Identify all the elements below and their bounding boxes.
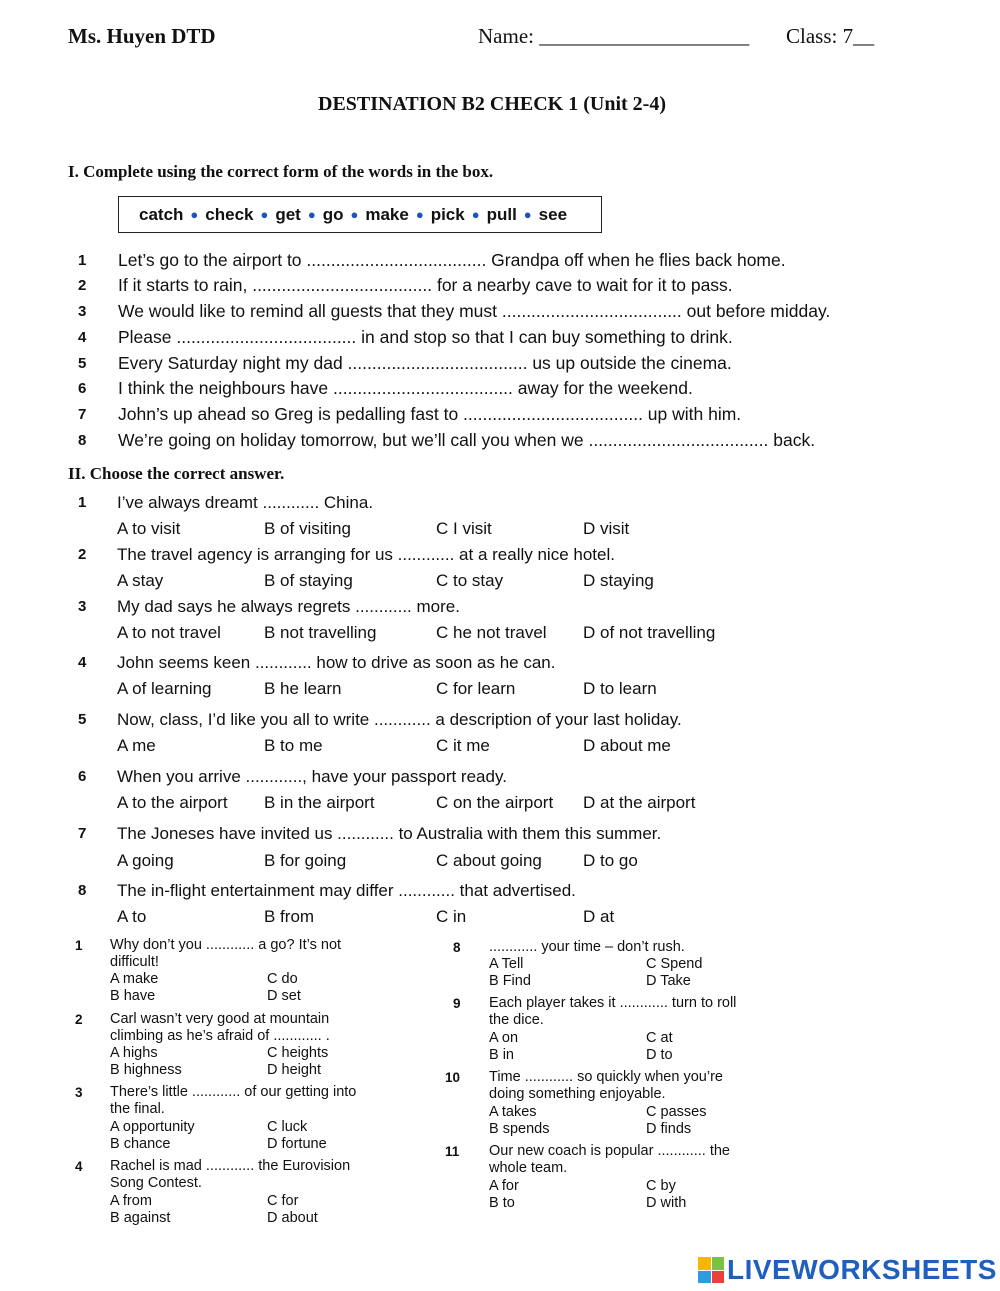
word-box xyxy=(118,196,602,233)
bullet-dot: ● xyxy=(307,207,316,222)
option-d[interactable]: D set xyxy=(267,988,301,1004)
option-b[interactable]: B in the airport xyxy=(264,793,375,812)
option-a[interactable]: A to not travel xyxy=(117,623,221,642)
option-c[interactable]: C I visit xyxy=(436,519,492,538)
item-number: 1 xyxy=(78,494,87,511)
option-b[interactable]: B of staying xyxy=(264,571,353,590)
option-a[interactable]: A to visit xyxy=(117,519,181,538)
option-a[interactable]: A stay xyxy=(117,571,164,590)
option-a[interactable]: A to xyxy=(117,907,147,926)
item-number: 4 xyxy=(78,654,87,671)
option-a[interactable]: A to the airport xyxy=(117,793,228,812)
question-text: The Joneses have invited us ............ to Australia with them this summer. xyxy=(117,824,662,843)
option-b[interactable]: B in xyxy=(489,1047,514,1063)
option-c[interactable]: C to stay xyxy=(436,571,504,590)
bullet-dot: ● xyxy=(415,207,424,222)
bullet-dot: ● xyxy=(471,207,480,222)
option-a[interactable]: A going xyxy=(117,851,174,870)
option-c[interactable]: C by xyxy=(646,1178,676,1194)
question-text: doing something enjoyable. xyxy=(489,1086,666,1102)
question-text: I’ve always dreamt ............ China. xyxy=(117,493,374,512)
option-a[interactable]: A Tell xyxy=(489,956,524,972)
bullet-dot: ● xyxy=(190,207,199,222)
item-number: 1 xyxy=(75,938,83,953)
bullet-dot: ● xyxy=(523,207,532,222)
option-a[interactable]: A me xyxy=(117,736,156,755)
option-b[interactable]: B of visiting xyxy=(264,519,351,538)
section-1-heading: I. Complete using the correct form of the words in the box. xyxy=(68,162,494,181)
item-number: 6 xyxy=(78,768,87,785)
option-d[interactable]: D fortune xyxy=(267,1136,327,1152)
question-text: The in-flight entertainment may differ ............ that advertised. xyxy=(117,881,576,900)
option-b[interactable]: B to xyxy=(489,1195,515,1211)
option-d[interactable]: D at xyxy=(583,907,615,926)
question-text: Every Saturday night my dad ..................................... us up outside the cinema. xyxy=(118,353,732,373)
option-d[interactable]: D about xyxy=(267,1210,318,1226)
question-text: There’s little ............ of our getting into xyxy=(110,1084,357,1100)
item-number: 2 xyxy=(78,277,87,294)
word: make xyxy=(365,204,409,224)
item-number: 7 xyxy=(78,406,87,423)
option-b[interactable]: B to me xyxy=(264,736,323,755)
option-a[interactable]: A from xyxy=(110,1193,152,1209)
option-a[interactable]: A highs xyxy=(110,1045,158,1061)
question-text: The travel agency is arranging for us ............ at a really nice hotel. xyxy=(117,545,615,564)
option-c[interactable]: C luck xyxy=(267,1119,308,1135)
item-number: 3 xyxy=(78,598,87,615)
item-number: 3 xyxy=(78,303,87,320)
option-c[interactable]: C he not travel xyxy=(436,623,547,642)
option-d[interactable]: D finds xyxy=(646,1121,692,1137)
question-text: I think the neighbours have ..................................... away for the weekend. xyxy=(118,378,693,398)
option-b[interactable]: B for going xyxy=(264,851,347,870)
word: pick xyxy=(430,204,465,224)
question-text: John’s up ahead so Greg is pedalling fast to ..................................... up with him. xyxy=(118,404,742,424)
option-d[interactable]: D with xyxy=(646,1195,687,1211)
question-text: Let’s go to the airport to ..................................... Grandpa off when he flies back home. xyxy=(118,250,786,270)
option-d[interactable]: D to xyxy=(646,1047,673,1063)
item-number: 5 xyxy=(78,711,87,728)
question-text: difficult! xyxy=(110,954,159,970)
option-c[interactable]: C do xyxy=(267,971,298,987)
option-c[interactable]: C about going xyxy=(436,851,542,870)
item-number: 4 xyxy=(75,1159,83,1174)
question-text: We would like to remind all guests that they must ..................................... out before midday. xyxy=(118,301,831,321)
question-text: the dice. xyxy=(489,1012,544,1028)
option-a[interactable]: A for xyxy=(489,1178,519,1194)
option-c[interactable]: C at xyxy=(646,1030,673,1046)
question-text: John seems keen ............ how to drive as soon as he can. xyxy=(117,653,556,672)
item-number: 1 xyxy=(78,252,87,269)
logo-mark-icon xyxy=(698,1257,724,1283)
item-number: 2 xyxy=(75,1012,83,1027)
option-b[interactable]: B Find xyxy=(489,973,531,989)
liveworksheets-logo[interactable] xyxy=(698,1254,997,1286)
item-number: 4 xyxy=(78,329,87,346)
item-number: 2 xyxy=(78,546,87,563)
option-c[interactable]: C heights xyxy=(267,1045,329,1061)
word: pull xyxy=(486,204,517,224)
option-c[interactable]: C Spend xyxy=(646,956,703,972)
item-number: 11 xyxy=(445,1144,460,1159)
question-text: We’re going on holiday tomorrow, but we’ll call you when we ..................................... back. xyxy=(118,430,816,450)
item-number: 8 xyxy=(78,432,87,449)
option-b[interactable]: B chance xyxy=(110,1136,171,1152)
option-d[interactable]: D Take xyxy=(646,973,691,989)
item-number: 10 xyxy=(445,1070,461,1085)
word: see xyxy=(538,204,568,224)
word: get xyxy=(275,204,301,224)
question-text: climbing as he’s afraid of ............ . xyxy=(110,1028,330,1044)
option-a[interactable]: A opportunity xyxy=(110,1119,195,1135)
question-text: When you arrive ............, have your passport ready. xyxy=(117,767,507,786)
option-c[interactable]: C for xyxy=(267,1193,299,1209)
question-text: Each player takes it ............ turn to roll xyxy=(489,995,737,1011)
option-c[interactable]: C in xyxy=(436,907,467,926)
option-a[interactable]: A takes xyxy=(489,1104,537,1120)
item-number: 5 xyxy=(78,355,87,372)
option-d[interactable]: D about me xyxy=(583,736,671,755)
option-d[interactable]: D of not travelling xyxy=(583,623,716,642)
question-text: Why don’t you ............ a go? It’s not xyxy=(110,937,342,953)
question-text: Time ............ so quickly when you’re xyxy=(489,1069,723,1085)
page-title: DESTINATION B2 CHECK 1 (Unit 2-4) xyxy=(318,93,666,115)
question-text: whole team. xyxy=(489,1160,568,1176)
option-a[interactable]: A of learning xyxy=(117,679,212,698)
option-c[interactable]: C it me xyxy=(436,736,490,755)
item-number: 6 xyxy=(78,380,87,397)
question-text: Now, class, I’d like you all to write ............ a description of your last holiday. xyxy=(117,710,682,729)
bullet-dot: ● xyxy=(260,207,269,222)
question-text: Our new coach is popular ............ the xyxy=(489,1143,730,1159)
option-b[interactable]: B have xyxy=(110,988,156,1004)
item-number: 9 xyxy=(453,996,461,1011)
class-field[interactable]: Class: 7__ xyxy=(786,24,875,48)
option-a[interactable]: A on xyxy=(489,1030,519,1046)
option-d[interactable]: D staying xyxy=(583,571,654,590)
question-text: ............ your time – don’t rush. xyxy=(489,939,685,955)
option-a[interactable]: A make xyxy=(110,971,159,987)
option-d[interactable]: D to learn xyxy=(583,679,657,698)
option-d[interactable]: D height xyxy=(267,1062,322,1078)
question-text: Rachel is mad ............ the Eurovision xyxy=(110,1158,351,1174)
option-b[interactable]: B not travelling xyxy=(264,623,377,642)
item-number: 7 xyxy=(78,825,87,842)
section-2-heading: II. Choose the correct answer. xyxy=(68,464,285,483)
option-d[interactable]: D visit xyxy=(583,519,630,538)
item-number: 3 xyxy=(75,1085,83,1100)
option-b[interactable]: B highness xyxy=(110,1062,182,1078)
question-text: Please ..................................... in and stop so that I can buy something to drink. xyxy=(118,327,733,347)
option-b[interactable]: B against xyxy=(110,1210,171,1226)
option-d[interactable]: D to go xyxy=(583,851,638,870)
question-text: Carl wasn’t very good at mountain xyxy=(110,1011,330,1027)
question-text: If it starts to rain, ..................................... for a nearby cave to wait for it to pass. xyxy=(118,275,733,295)
option-c[interactable]: C for learn xyxy=(436,679,516,698)
item-number: 8 xyxy=(78,882,87,899)
question-text: Song Contest. xyxy=(110,1175,202,1191)
option-c[interactable]: C on the airport xyxy=(436,793,554,812)
name-field[interactable]: Name: ____________________ xyxy=(478,24,750,48)
word: go xyxy=(322,204,344,224)
option-b[interactable]: B from xyxy=(264,907,315,926)
word: check xyxy=(205,204,254,224)
option-c[interactable]: C passes xyxy=(646,1104,707,1120)
word: catch xyxy=(139,204,184,224)
option-d[interactable]: D at the airport xyxy=(583,793,696,812)
option-b[interactable]: B spends xyxy=(489,1121,550,1137)
question-text: My dad says he always regrets ............ more. xyxy=(117,597,460,616)
teacher-name: Ms. Huyen DTD xyxy=(68,24,216,48)
logo-text: LIVEWORKSHEETS xyxy=(727,1254,997,1285)
question-text: the final. xyxy=(110,1101,165,1117)
bullet-dot: ● xyxy=(350,207,359,222)
item-number: 8 xyxy=(453,940,461,955)
option-b[interactable]: B he learn xyxy=(264,679,342,698)
